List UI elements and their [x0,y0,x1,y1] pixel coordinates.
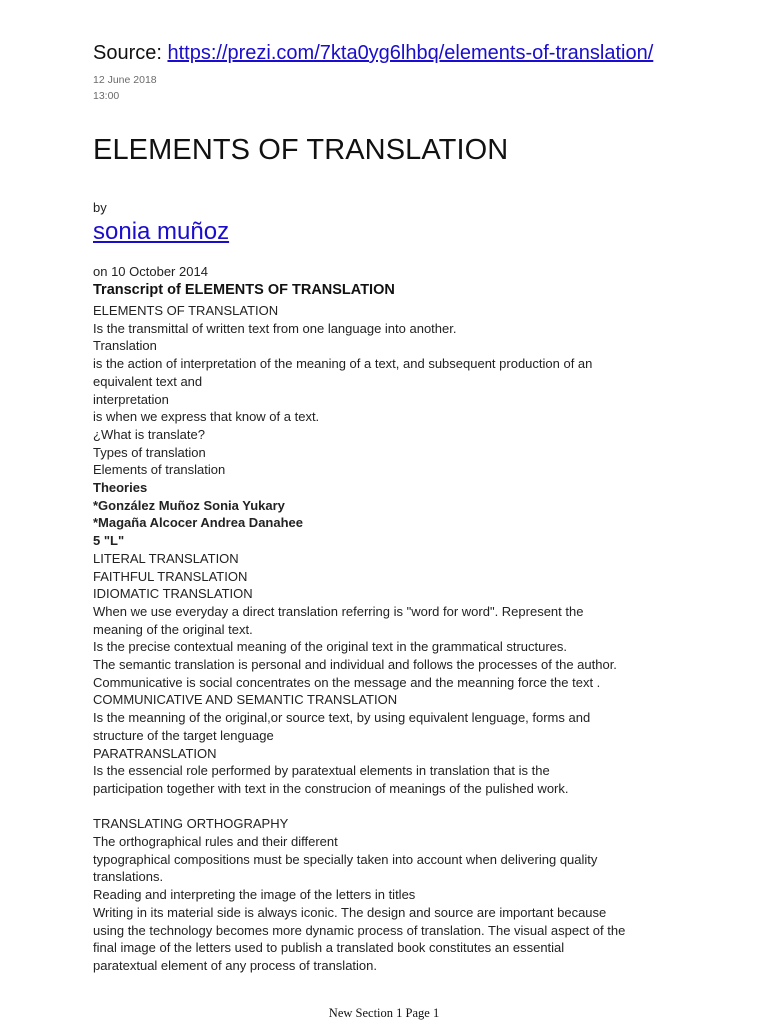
author-link[interactable]: sonia muñoz [93,218,230,245]
transcript-body [93,302,683,975]
body-line: ¿What is translate? [93,426,205,442]
body-line: Is the precise contextual meaning of the original text in the grammatical structures. [93,639,568,655]
body-line: 5 "L" [93,533,125,549]
page-title: ELEMENTS OF TRANSLATION [93,134,509,166]
source-line [93,42,653,65]
body-line: structure of the target lenguage [93,727,274,743]
body-line: Translation [93,338,157,354]
body-line: translations. [93,869,164,885]
body-line: The orthographical rules and their different [93,834,338,850]
publish-date: on 10 October 2014 [93,264,208,279]
body-line: interpretation [93,391,169,407]
transcript-title: Transcript of ELEMENTS OF TRANSLATION [93,282,395,298]
body-line: COMMUNICATIVE AND SEMANTIC TRANSLATION [93,692,398,708]
body-line: *Magaña Alcocer Andrea Danahee [93,515,303,531]
body-line: The semantic translation is personal and individual and follows the processes of the author. [93,657,617,673]
body-line: typographical compositions must be specially taken into account when delivering quality [93,851,598,867]
body-line: meaning of the original text. [93,621,253,637]
body-line: Is the essencial role performed by paratextual elements in translation that is the [93,763,550,779]
source-link[interactable]: https://prezi.com/7kta0yg6lhbq/elements-of-translation/ [167,42,654,64]
page-footer: New Section 1 Page 1 [328,1006,440,1020]
body-line: Is the transmittal of written text from one language into another. [93,320,457,336]
body-line: Elements of translation [93,462,226,478]
body-line: *González Muñoz Sonia Yukary [93,497,285,513]
body-line: IDIOMATIC TRANSLATION [93,586,253,602]
clip-date: 12 June 2018 [93,74,157,86]
clip-time: 13:00 [93,90,120,102]
body-line: final image of the letters used to publish a translated book constitutes an essential [93,940,565,956]
body-line: Is the meanning of the original,or source text, by using equivalent lenguage, forms and [93,710,591,726]
body-line: Communicative is social concentrates on the message and the meanning force the text . [93,674,601,690]
body-line: using the technology becomes more dynamic process of translation. The visual aspect of the [93,922,626,938]
byline-by: by [93,200,107,215]
source-label: Source: [93,42,168,64]
body-line: ELEMENTS OF TRANSLATION [93,303,279,318]
body-line: is the action of interpretation of the meaning of a text, and subsequent production of an [93,356,593,372]
blank-line [93,798,683,816]
body-line: is when we express that know of a text. [93,409,320,425]
body-line: Types of translation [93,444,206,460]
body-line: participation together with text in the construcion of meanings of the pulished work. [93,780,569,796]
body-line: Reading and interpreting the image of the letters in titles [93,887,416,903]
body-line: LITERAL TRANSLATION [93,550,239,566]
body-line: equivalent text and [93,373,203,389]
body-line: FAITHFUL TRANSLATION [93,568,248,584]
body-line: TRANSLATING ORTHOGRAPHY [93,816,289,832]
body-line: When we use everyday a direct translation referring is "word for word". Represent the [93,603,584,619]
body-line: paratextual element of any process of translation. [93,958,377,973]
body-line: Writing in its material side is always iconic. The design and source are important because [93,904,607,920]
body-line: Theories [93,480,148,496]
body-line: PARATRANSLATION [93,745,217,761]
